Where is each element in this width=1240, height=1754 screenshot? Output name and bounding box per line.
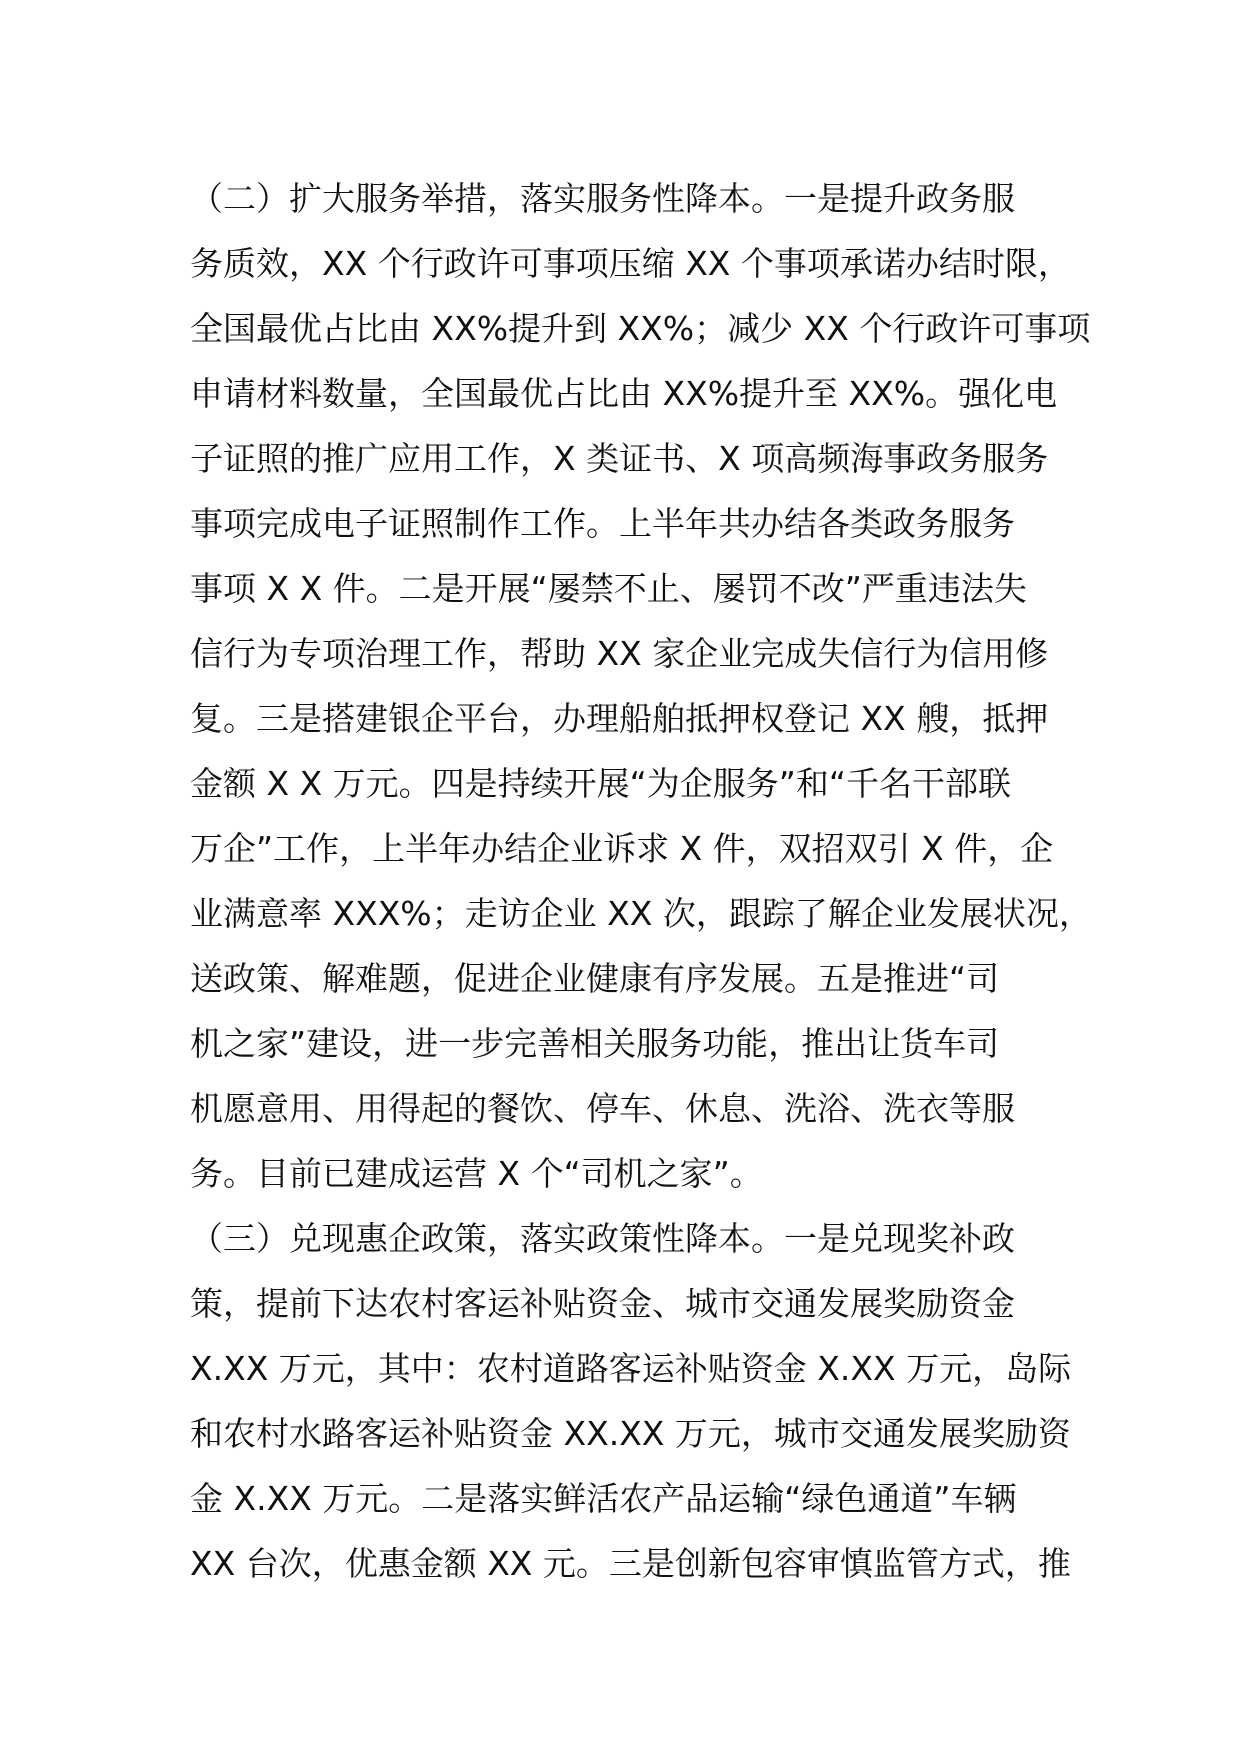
text-line: 机之家”建设，进一步完善相关服务功能，推出让货车司	[190, 1024, 1000, 1063]
text-line: 策，提前下达农村客运补贴资金、城市交通发展奖励资金	[190, 1284, 1015, 1323]
text-line: 申请材料数量，全国最优占比由 XX%提升至 XX%。强化电	[190, 374, 1058, 413]
text-line: XX 台次，优惠金额 XX 元。三是创新包容审慎监管方式，推	[190, 1544, 1071, 1583]
text-line: 和农村水路客运补贴资金 XX.XX 万元，城市交通发展奖励资	[190, 1414, 1071, 1453]
text-line: 务。目前已建成运营 X 个“司机之家”。	[190, 1154, 763, 1193]
text-line: 复。三是搭建银企平台，办理船舶抵押权登记 XX 艘，抵押	[190, 699, 1049, 738]
text-line: 事项完成电子证照制作工作。上半年共办结各类政务服务	[190, 504, 1015, 543]
text-line: 事项 X X 件。二是开展“屡禁不止、屡罚不改”严重违法失	[190, 569, 1027, 608]
text-line: 送政策、解难题，促进企业健康有序发展。五是推进“司	[190, 959, 1000, 998]
body-text	[190, 166, 1090, 1596]
text-line: 信行为专项治理工作，帮助 XX 家企业完成失信行为信用修	[190, 634, 1049, 673]
text-line: 机愿意用、用得起的餐饮、停车、休息、洗浴、洗衣等服	[190, 1089, 1015, 1128]
text-line: （三）兑现惠企政策，落实政策性降本。一是兑现奖补政	[190, 1219, 1015, 1258]
text-line: 金 X.XX 万元。二是落实鲜活农产品运输“绿色通道”车辆	[190, 1479, 1017, 1518]
text-line: 业满意率 XXX%；走访企业 XX 次，跟踪了解企业发展状况，	[190, 894, 1092, 933]
text-line: 金额 X X 万元。四是持续开展“为企服务”和“千名干部联	[190, 764, 1011, 803]
text-line: 全国最优占比由 XX%提升到 XX%；减少 XX 个行政许可事项	[190, 309, 1091, 348]
text-line: 务质效，XX 个行政许可事项压缩 XX 个事项承诺办结时限，	[190, 244, 1071, 283]
text-line: 子证照的推广应用工作，X 类证书、X 项高频海事政务服务	[190, 439, 1049, 478]
text-line: X.XX 万元，其中：农村道路客运补贴资金 X.XX 万元，岛际	[190, 1349, 1072, 1388]
text-line: 万企”工作，上半年办结企业诉求 X 件，双招双引 X 件，企	[190, 829, 1054, 868]
text-line: （二）扩大服务举措，落实服务性降本。一是提升政务服	[190, 179, 1015, 218]
